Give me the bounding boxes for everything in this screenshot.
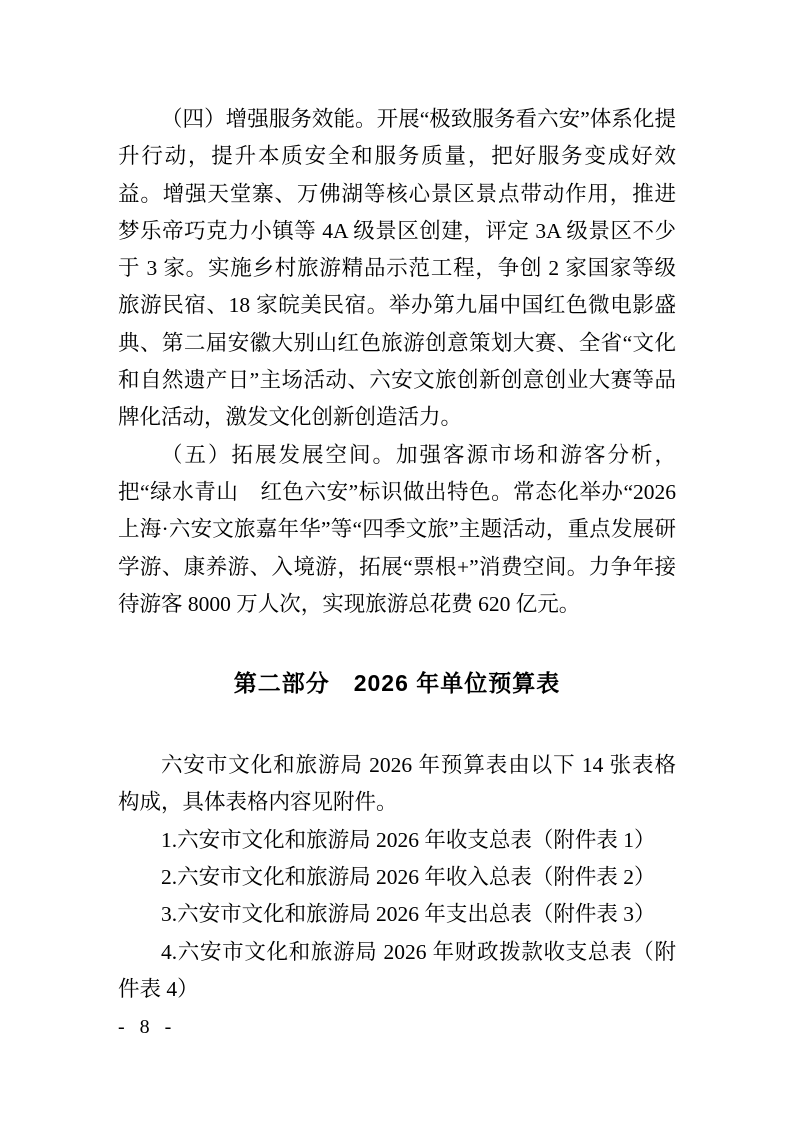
paragraph-item-four: （四）增强服务效能。开展“极致服务看六安”体系化提升行动，提升本质安全和服务质量，把好服务变成好效益。增强天堂寨、万佛湖等核心景区景点带动作用，推进梦乐帝巧克力小镇等 4A 级景区创建，评定 3A 级景区不少于 3 家。实施乡村旅游精品示范工程，争创 2 家国家等级旅游民宿、18 家皖美民宿。举办第九届中国红色微电影盛典、第二届安徽大别山红色旅游创意策划大赛、全省“文化和自然遗产日”主场活动、六安文旅创新创意创业大赛等品牌化活动，激发文化创新创造活力。 bbox=[118, 107, 676, 430]
page-number: - 8 - bbox=[118, 1016, 177, 1038]
budget-table-list bbox=[118, 822, 676, 1008]
budget-tables-intro: 六安市文化和旅游局 2026 年预算表由以下 14 张表格构成，具体表格内容见附件。 bbox=[118, 753, 676, 815]
paragraph-item-five: （五）拓展发展空间。加强客源市场和游客分析，把“绿水青山 红色六安”标识做出特色。常态化举办“2026 上海·六安文旅嘉年华”等“四季文旅”主题活动，重点发展研学游、康养游、入境游，拓展“票根+”消费空间。力争年接待游客 8000 万人次，实现旅游总花费 620 亿元。 bbox=[118, 442, 676, 616]
section-heading-part-two: 第二部分 2026 年单位预算表 bbox=[233, 670, 561, 697]
budget-table-list-item-1: 1.六安市文化和旅游局 2026 年收支总表（附件表 1） bbox=[161, 827, 656, 852]
document-body bbox=[118, 101, 676, 1008]
budget-table-list-item-2: 2.六安市文化和旅游局 2026 年收入总表（附件表 2） bbox=[161, 865, 656, 890]
budget-table-list-item-3: 3.六安市文化和旅游局 2026 年支出总表（附件表 3） bbox=[161, 902, 656, 927]
budget-table-list-item-4: 4.六安市文化和旅游局 2026 年财政拨款收支总表（附件表 4） bbox=[118, 939, 676, 1001]
